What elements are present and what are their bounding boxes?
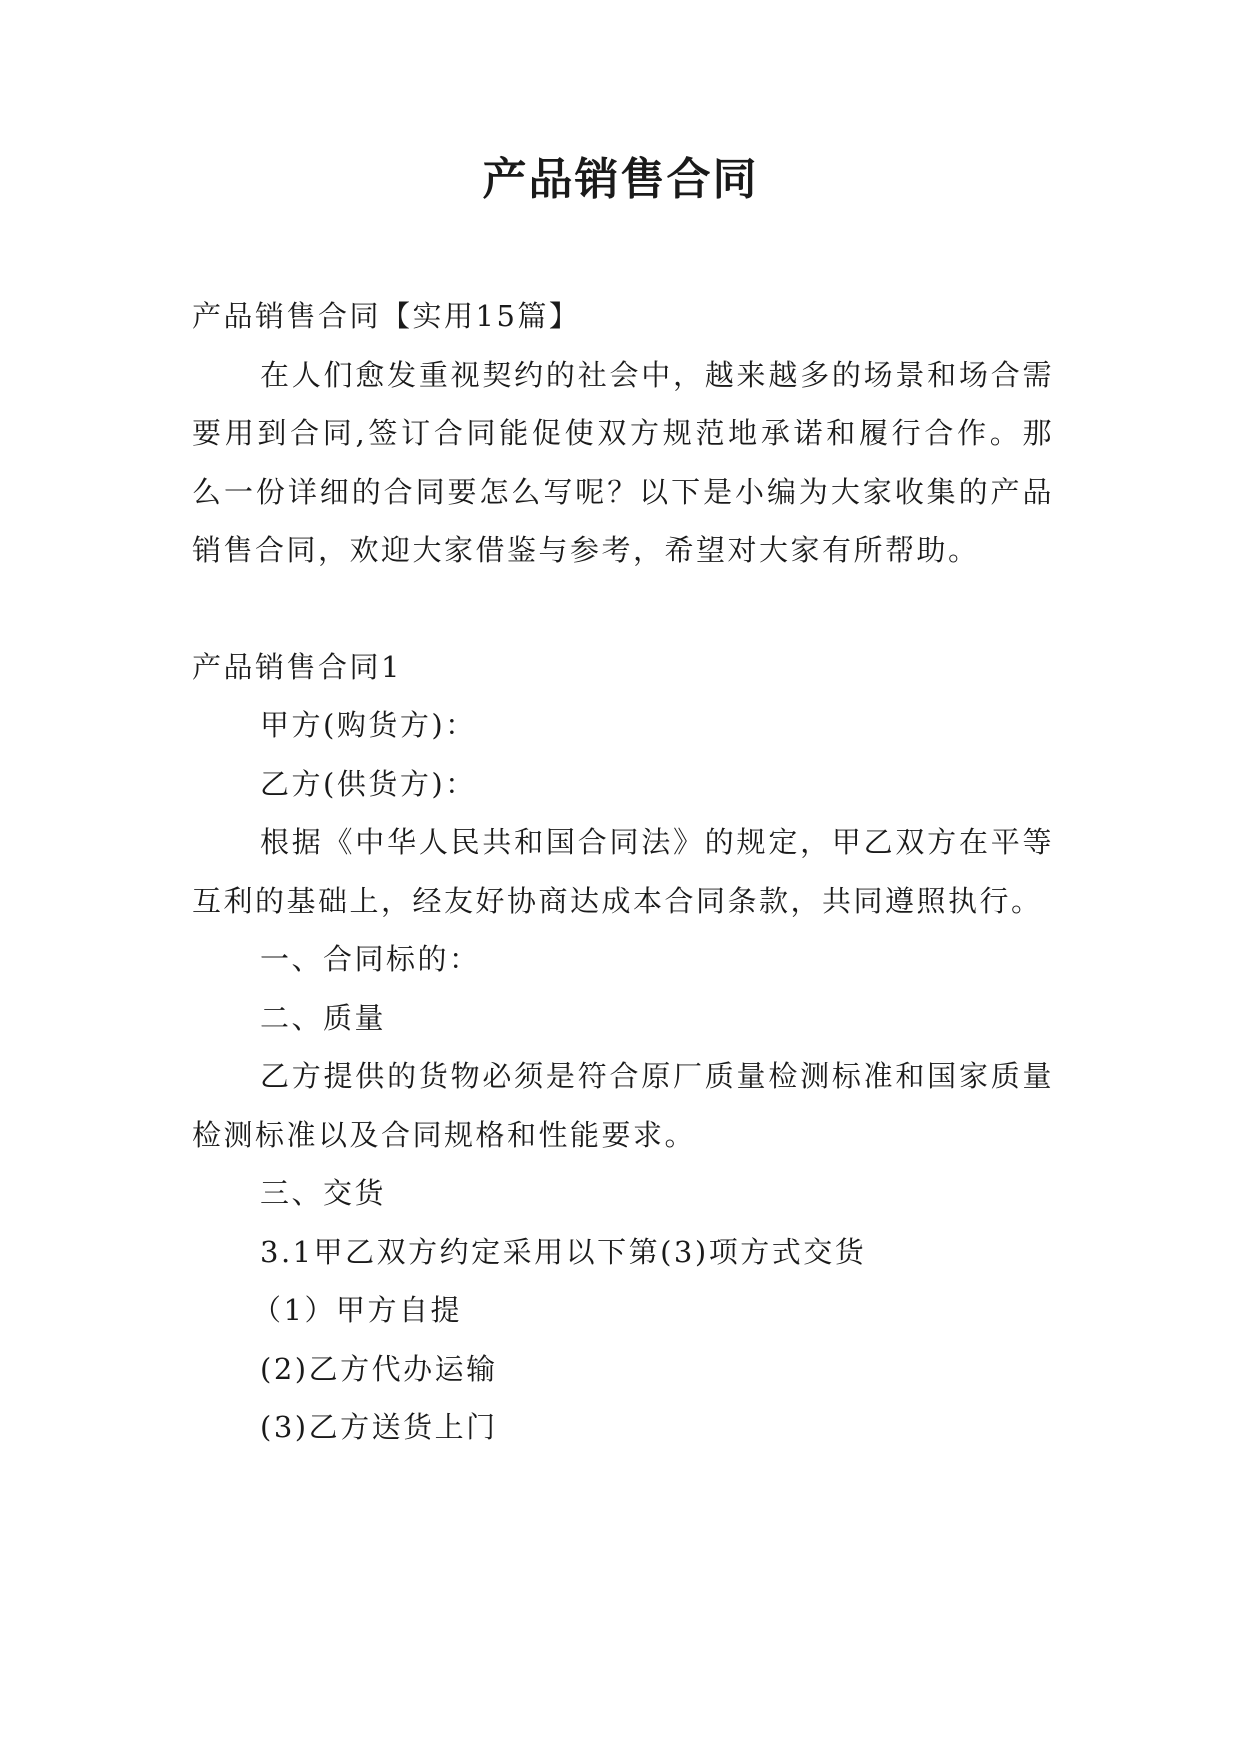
clause-2-text: 乙方提供的货物必须是符合原厂质量检测标准和国家质量检测标准以及合同规格和性能要求。 xyxy=(192,1059,1054,1152)
document-subtitle: 产品销售合同【实用15篇】 xyxy=(192,299,581,333)
party-a-line: 甲方(购货方)： xyxy=(260,708,477,742)
basis-paragraph: 根据《中华人民共和国合同法》的规定，甲乙双方在平等互利的基础上，经友好协商达成本合同条款，共同遵照执行。 xyxy=(192,825,1054,918)
delivery-option-3: (3)乙方送货上门 xyxy=(260,1410,498,1444)
clause-1-heading: 一、合同标的： xyxy=(260,942,481,976)
paragraph-spacer xyxy=(192,580,1054,638)
delivery-option-2: (2)乙方代办运输 xyxy=(260,1351,498,1386)
document-body xyxy=(192,287,1054,1457)
document-title: 产品销售合同 xyxy=(482,154,759,205)
section-heading: 产品销售合同1 xyxy=(192,649,402,684)
intro-paragraph: 在人们愈发重视契约的社会中，越来越多的场景和场合需要用到合同,签订合同能促使双方规范地承诺和履行合作。那么一份详细的合同要怎么写呢？以下是小编为大家收集的产品销售合同，欢迎大家借鉴与参考，希望对大家有所帮助。 xyxy=(192,357,1054,567)
delivery-option-1: （1）甲方自提 xyxy=(252,1293,462,1327)
clause-2-heading: 二、质量 xyxy=(260,1000,387,1035)
party-b-line: 乙方(供货方)： xyxy=(260,766,477,801)
clause-3-heading: 三、交货 xyxy=(260,1176,387,1210)
clause-3-1: 3.1甲乙双方约定采用以下第(3)项方式交货 xyxy=(260,1234,867,1269)
